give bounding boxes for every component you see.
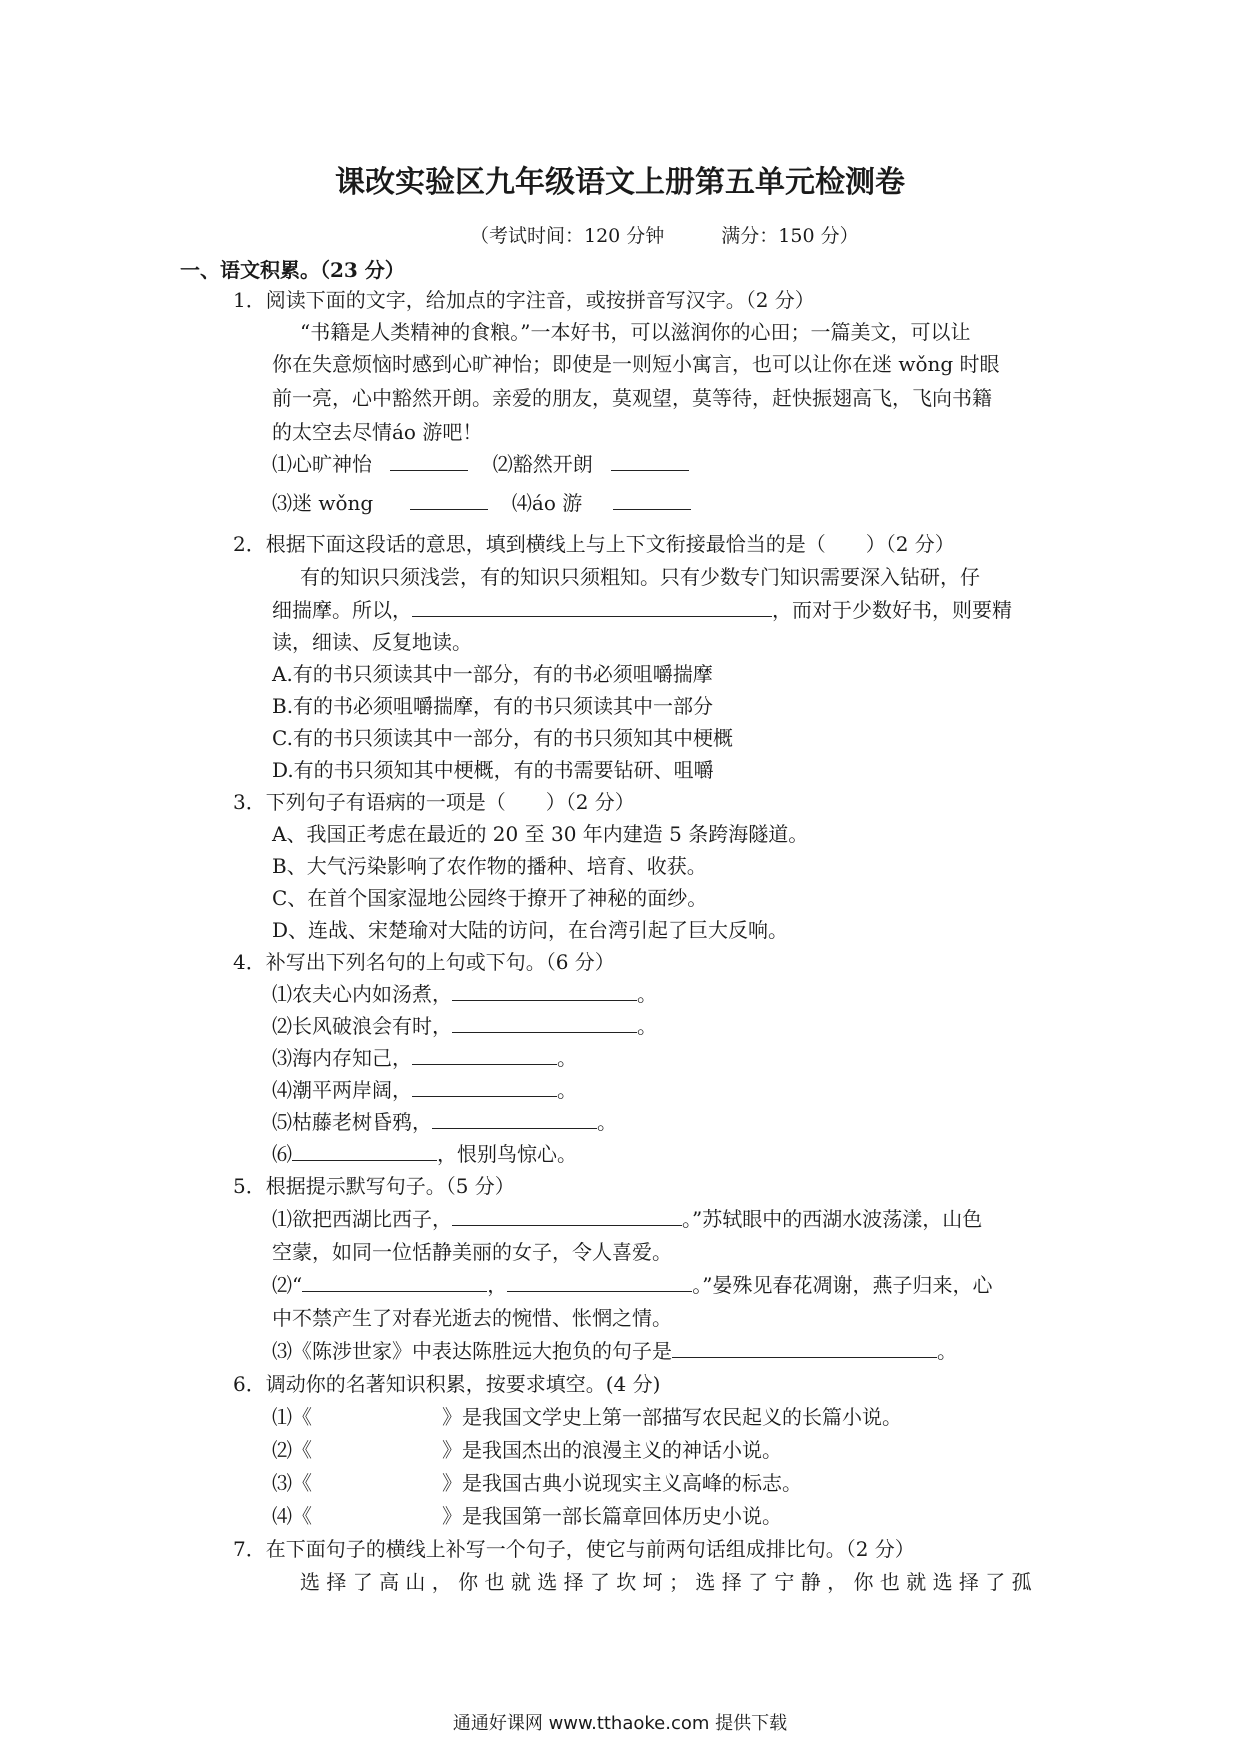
answer-blank[interactable]	[412, 596, 772, 617]
option-a: A、我国正考虑在最近的 20 至 30 年内建造 5 条跨海隧道。	[272, 822, 809, 846]
question-1-stem: 1．阅读下面的文字，给加点的字注音，或按拼音写汉字。（2 分）	[233, 288, 815, 312]
question-2-stem: 2．根据下面这段话的意思，填到横线上与上下文衔接最恰当的是（ ）（2 分）	[233, 532, 955, 556]
item-text: ⑹	[272, 1142, 292, 1166]
fill-item	[272, 1271, 992, 1299]
answer-blank[interactable]	[672, 1337, 937, 1358]
fill-item-continuation: 空蒙，如同一位恬静美丽的女子，令人喜爱。	[272, 1240, 672, 1264]
item-text: ⑵《	[272, 1438, 312, 1462]
answer-blank[interactable]	[390, 450, 468, 471]
answer-blank[interactable]	[507, 1271, 692, 1292]
option-c: C、在首个国家湿地公园终于撩开了神秘的面纱。	[272, 886, 708, 910]
question-2-passage-line: 读，细读、反复地读。	[272, 630, 472, 654]
question-1-passage-line: “书籍是人类精神的食粮。”一本好书，可以滋润你的心田；一篇美文，可以让	[300, 320, 971, 344]
option-d: D、连战、宋楚瑜对大陆的访问，在台湾引起了巨大反响。	[272, 918, 789, 942]
fill-item-continuation: 中不禁产生了对春光逝去的惋惜、怅惘之情。	[272, 1306, 672, 1330]
page-footer: 通通好课网 www.tthaoke.com 提供下载	[452, 1713, 788, 1734]
answer-blank[interactable]	[452, 980, 637, 1001]
question-1-blank-row	[272, 489, 691, 517]
answer-blank[interactable]	[292, 1140, 437, 1161]
option-d: D.有的书只须知其中梗概，有的书需要钻研、咀嚼	[272, 758, 714, 782]
question-2-passage-line	[272, 596, 1012, 624]
fill-item	[272, 1205, 982, 1233]
answer-blank[interactable]	[432, 1108, 597, 1129]
item-text: ⑵长风破浪会有时，	[272, 1014, 452, 1038]
section-heading: 一、语文积累。（23 分）	[180, 258, 405, 282]
question-1-passage-line: 的太空去尽情áo 游吧！	[272, 420, 483, 444]
fill-item	[272, 1502, 782, 1530]
question-6-stem: 6．调动你的名著知识积累，按要求填空。(4 分)	[233, 1372, 661, 1396]
item-text: ⑷《	[272, 1504, 312, 1528]
answer-blank[interactable]	[452, 1012, 637, 1033]
item-text: 。”苏轼眼中的西湖水波荡漾，山色	[682, 1207, 983, 1231]
item-text: 。	[597, 1110, 617, 1134]
fill-item	[272, 1337, 957, 1365]
item-text: ⑴农夫心内如汤煮，	[272, 982, 452, 1006]
question-1-passage-line: 前一亮，心中豁然开朗。亲爱的朋友，莫观望，莫等待，赶快振翅高飞，飞向书籍	[272, 386, 992, 410]
item-text: 》是我国杰出的浪漫主义的神话小说。	[442, 1438, 782, 1462]
question-7-passage-line: 选 择 了 高 山 ， 你 也 就 选 择 了 坎 坷 ； 选 择 了 宁 静 ， 你 也 就 选 择 了 孤	[300, 1570, 1032, 1594]
item-text: 。	[557, 1078, 577, 1102]
exam-info: （考试时间：120 分钟 满分：150 分）	[470, 225, 859, 247]
blank-label: ⑷áo 游	[511, 491, 583, 515]
passage-text: 细揣摩。所以，	[272, 598, 412, 622]
answer-blank[interactable]	[611, 450, 689, 471]
item-text: 。”晏殊见春花凋谢，燕子归来，心	[692, 1273, 993, 1297]
option-a: A.有的书只须读其中一部分，有的书必须咀嚼揣摩	[272, 662, 713, 686]
question-1-passage-line: 你在失意烦恼时感到心旷神怡；即使是一则短小寓言，也可以让你在迷 wǒng 时眼	[272, 352, 1000, 376]
answer-blank[interactable]	[613, 489, 691, 510]
item-text: ，	[487, 1273, 508, 1297]
fill-item	[272, 1140, 577, 1168]
question-7-stem: 7．在下面句子的横线上补写一个句子，使它与前两句话组成排比句。（2 分）	[233, 1537, 915, 1561]
item-text: 》是我国第一部长篇章回体历史小说。	[442, 1504, 782, 1528]
option-c: C.有的书只须读其中一部分，有的书只须知其中梗概	[272, 726, 733, 750]
document-title: 课改实验区九年级语文上册第五单元检测卷	[335, 165, 905, 200]
question-4-stem: 4．补写出下列名句的上句或下句。（6 分）	[233, 950, 615, 974]
answer-blank[interactable]	[302, 1271, 487, 1292]
answer-blank[interactable]	[412, 1044, 557, 1065]
blank-label: ⑴心旷神怡	[272, 452, 372, 476]
item-text: ⑶《陈涉世家》中表达陈胜远大抱负的句子是	[272, 1339, 672, 1363]
fill-item	[272, 1012, 657, 1040]
item-text: 。	[637, 1014, 657, 1038]
fill-item	[272, 1108, 617, 1136]
item-text: 》是我国古典小说现实主义高峰的标志。	[442, 1471, 802, 1495]
answer-blank[interactable]	[452, 1205, 682, 1226]
item-text: ⑶海内存知己，	[272, 1046, 412, 1070]
answer-blank[interactable]	[410, 489, 488, 510]
item-text: ⑷潮平两岸阔，	[272, 1078, 412, 1102]
item-text: 。	[937, 1339, 957, 1363]
item-text: ⑴欲把西湖比西子，	[272, 1207, 452, 1231]
fill-item	[272, 1469, 802, 1497]
question-5-stem: 5．根据提示默写句子。（5 分）	[233, 1174, 515, 1198]
fill-item	[272, 1436, 782, 1464]
item-text: ⑶《	[272, 1471, 312, 1495]
passage-text: ，而对于少数好书，则要精	[772, 598, 1012, 622]
item-text: ⑵“	[272, 1273, 303, 1297]
fill-item	[272, 980, 657, 1008]
fill-item	[272, 1076, 577, 1104]
blank-label: ⑵豁然开朗	[492, 452, 593, 476]
item-text: ⑴《	[272, 1405, 312, 1429]
fill-item	[272, 1044, 577, 1072]
item-text: ，恨别鸟惊心。	[437, 1142, 577, 1166]
item-text: 。	[557, 1046, 577, 1070]
fill-item	[272, 1403, 902, 1431]
item-text: ⑸枯藤老树昏鸦，	[272, 1110, 432, 1134]
question-3-stem: 3．下列句子有语病的一项是（ ）（2 分）	[233, 790, 635, 814]
question-2-passage-line: 有的知识只须浅尝，有的知识只须粗知。只有少数专门知识需要深入钻研，仔	[300, 565, 980, 589]
option-b: B、大气污染影响了农作物的播种、培育、收获。	[272, 854, 707, 878]
question-1-blank-row	[272, 450, 689, 478]
option-b: B.有的书必须咀嚼揣摩，有的书只须读其中一部分	[272, 694, 714, 718]
answer-blank[interactable]	[412, 1076, 557, 1097]
item-text: 》是我国文学史上第一部描写农民起义的长篇小说。	[442, 1405, 902, 1429]
blank-label: ⑶迷 wǒng	[272, 491, 374, 515]
item-text: 。	[637, 982, 657, 1006]
